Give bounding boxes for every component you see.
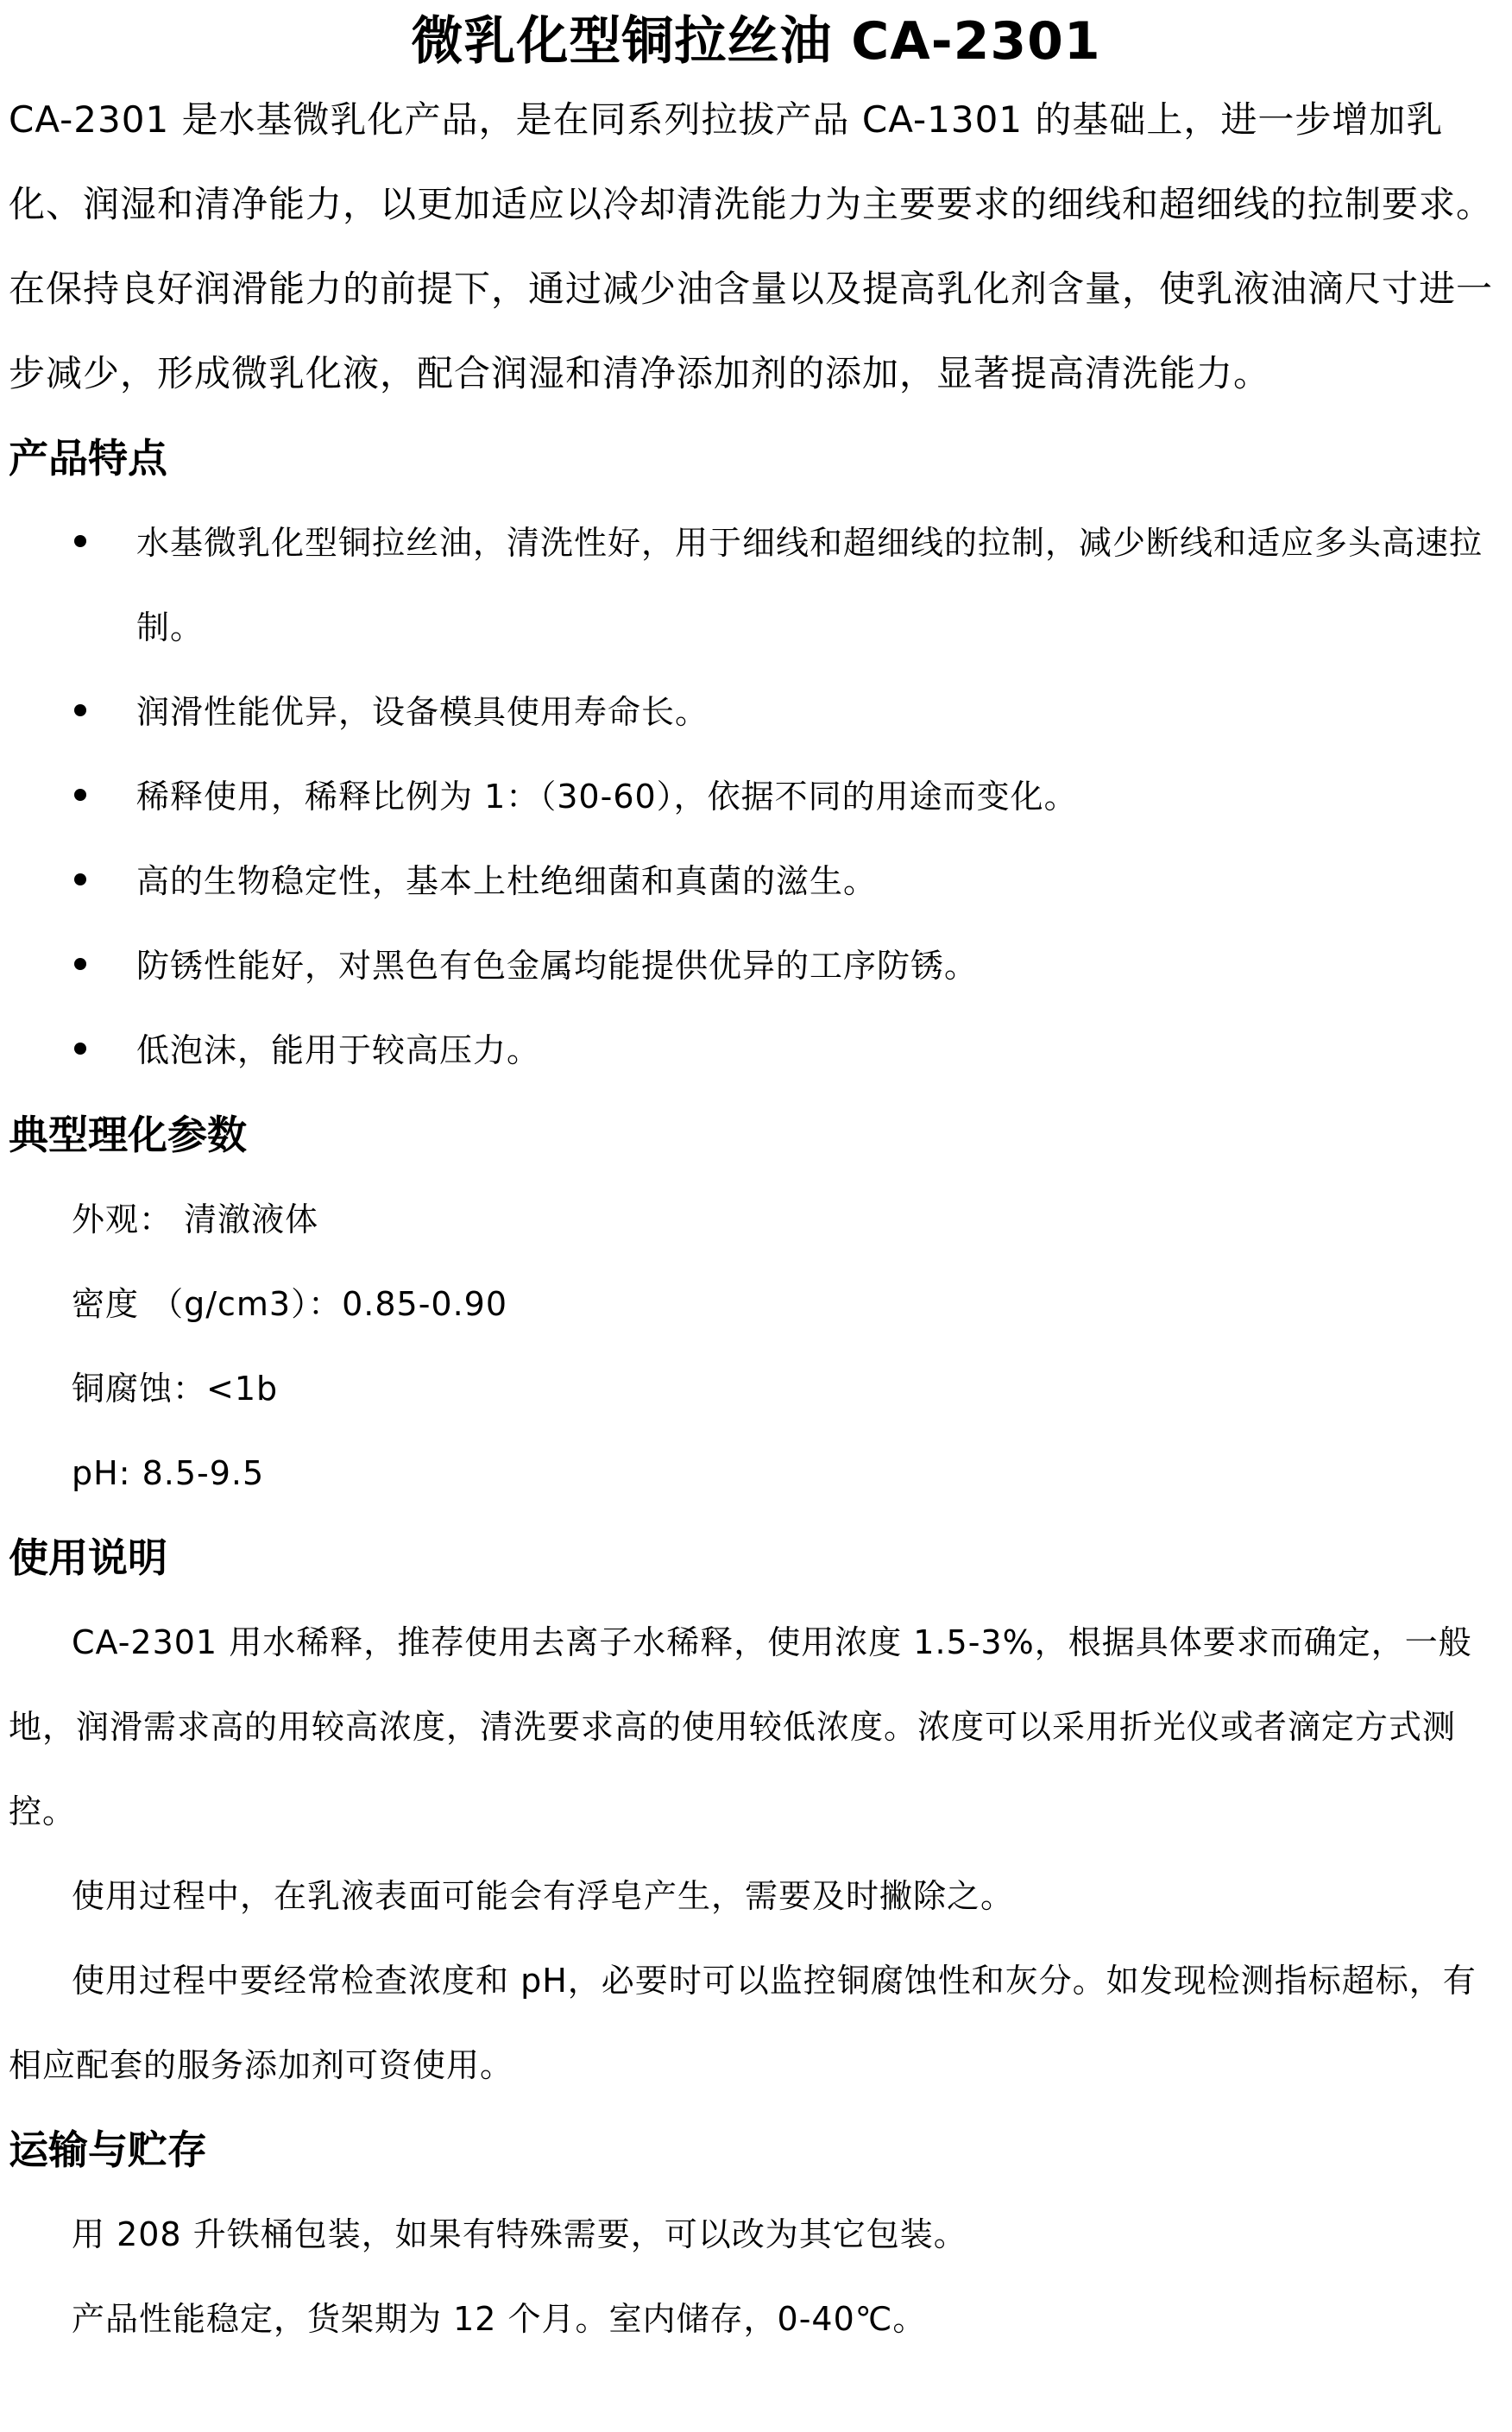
feature-item <box>0 754 1504 839</box>
param-density: 密度 （g/cm3）：0.85-0.90 <box>72 1285 508 1323</box>
params-heading: 典型理化参数 <box>9 1112 247 1158</box>
usage-paragraph-3: 使用过程中要经常检查浓度和 pH，必要时可以监控铜腐蚀性和灰分。如发现检测指标超标，有相应配套的服务添加剂可资使用。 <box>9 1962 1477 2084</box>
intro-paragraph: CA-2301 是水基微乳化产品，是在同系列拉拔产品 CA-1301 的基础上，进一步增加乳化、润湿和清净能力，以更加适应以冷却清洗能力为主要要求的细线和超细线的拉制要求。在保持良好润滑能力的前提下，通过减少油含量以及提高乳化剂含量，使乳液油滴尺寸进一步减少，形成微乳化液，配合润湿和清净添加剂的添加，显著提高清洗能力。 <box>9 98 1494 394</box>
param-ph: pH: 8.5-9.5 <box>72 1454 265 1492</box>
feature-text: 防锈性能好，对黑色有色金属均能提供优异的工序防锈。 <box>136 947 979 985</box>
document-title: 微乳化型铜拉丝油 CA-2301 <box>411 11 1101 72</box>
feature-text: 润滑性能优异，设备模具使用寿命长。 <box>136 693 709 731</box>
features-heading: 产品特点 <box>9 435 167 482</box>
storage-heading: 运输与贮存 <box>9 2126 207 2173</box>
feature-item <box>0 923 1504 1008</box>
usage-paragraph-2: 使用过程中，在乳液表面可能会有浮皂产生，需要及时撇除之。 <box>72 1877 1015 1915</box>
feature-text: 稀释使用，稀释比例为 1：（30-60），依据不同的用途而变化。 <box>136 778 1078 816</box>
param-copper-corrosion: 铜腐蚀：<1b <box>72 1370 279 1408</box>
bullet-icon <box>74 535 86 547</box>
params-list <box>0 1177 1512 1515</box>
bullet-icon <box>74 958 86 970</box>
feature-item <box>0 501 1504 670</box>
bullet-icon <box>74 1043 86 1055</box>
feature-item <box>0 1008 1504 1093</box>
features-list <box>0 501 1512 1093</box>
feature-text: 水基微乳化型铜拉丝油，清洗性好，用于细线和超细线的拉制，减少断线和适应多头高速拉制。 <box>136 524 1484 646</box>
param-appearance: 外观： 清澈液体 <box>72 1200 319 1238</box>
bullet-icon <box>74 873 86 885</box>
feature-item <box>0 670 1504 754</box>
storage-paragraph-2: 产品性能稳定，货架期为 12 个月。室内储存，0-40℃。 <box>72 2300 927 2338</box>
usage-heading: 使用说明 <box>9 1534 167 1581</box>
feature-text: 低泡沫，能用于较高压力。 <box>136 1031 541 1069</box>
bullet-icon <box>74 704 86 716</box>
storage-paragraph-1: 用 208 升铁桶包装，如果有特殊需要，可以改为其它包装。 <box>72 2215 967 2253</box>
bullet-icon <box>74 789 86 801</box>
feature-item <box>0 839 1504 923</box>
usage-paragraph-1: CA-2301 用水稀释，推荐使用去离子水稀释，使用浓度 1.5-3%，根据具体要求而确定，一般地，润滑需求高的用较高浓度，清洗要求高的使用较低浓度。浓度可以采用折光仪或者滴定方式测控。 <box>9 1623 1472 1830</box>
feature-text: 高的生物稳定性，基本上杜绝细菌和真菌的滋生。 <box>136 862 878 900</box>
